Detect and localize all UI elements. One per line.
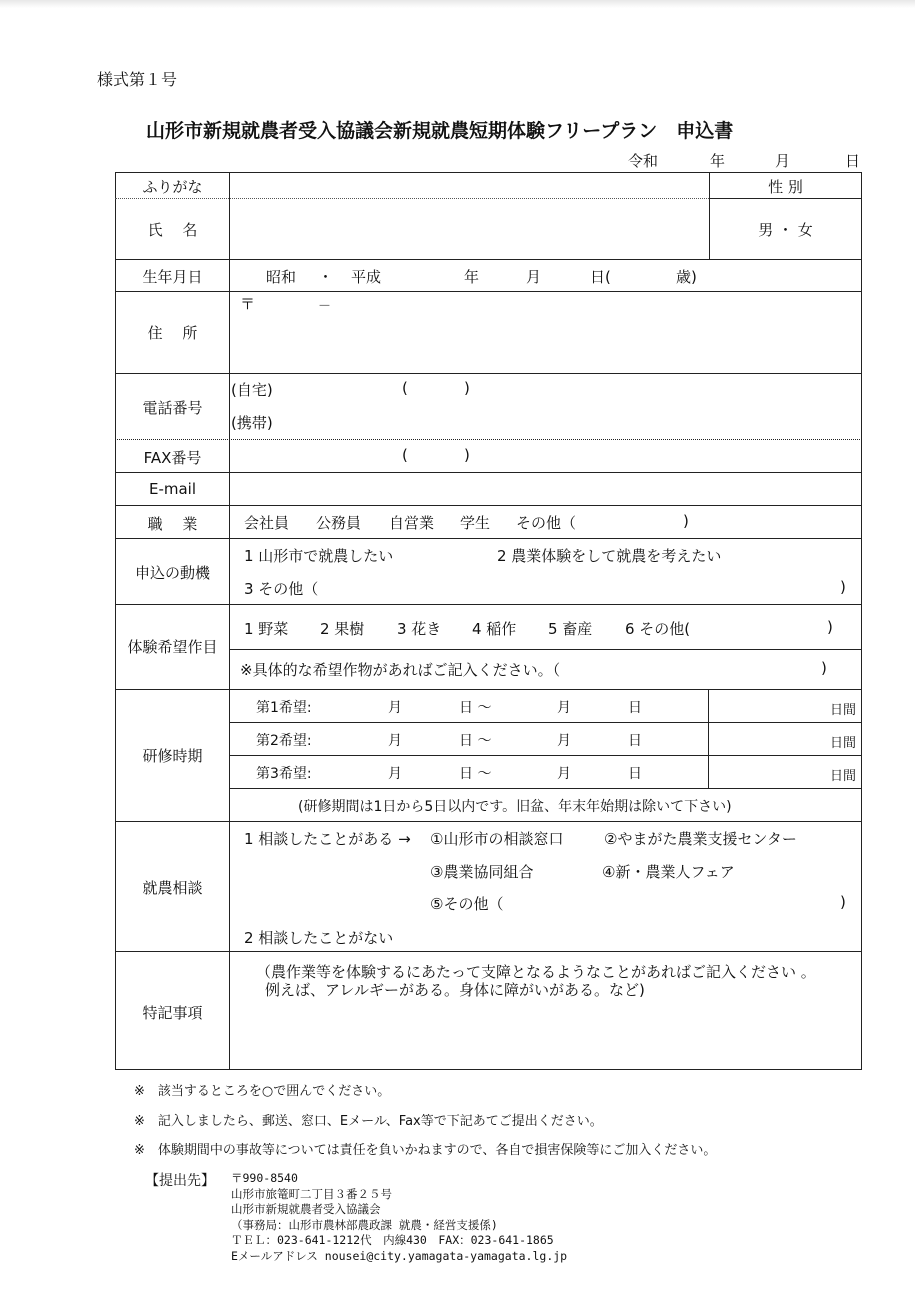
consult-label: 就農相談 [142,879,203,897]
note-circle: ※ 該当するところを○で囲んでください。 [134,1084,391,1099]
period-line-3 [229,788,862,789]
fax-label: FAX番号 [143,449,202,467]
job-option-self-employed[interactable]: 自営業 [389,514,435,532]
period-days: 日間 [830,769,857,784]
phone-paren-open: ( [402,379,408,397]
period-line-1 [229,722,862,723]
motive-other-close: ) [840,578,846,596]
gender-options[interactable]: 男 ・ 女 [758,221,813,239]
consult-option-1[interactable]: 1 相談したことがある → [244,830,411,848]
crops-label: 体験希望作目 [127,638,218,656]
crop-option-vegetables[interactable]: 1 野菜 [244,620,289,638]
birth-era-heisei[interactable]: 平成 [351,268,382,286]
motive-option-1[interactable]: 1 山形市で就農したい [244,547,394,565]
form-title: 山形市新規就農者受入協議会新規就農短期体験フリープラン 申込書 [146,120,734,142]
phone-mobile-label: (携帯) [231,414,273,432]
period-start-day: 日 〜 [459,700,492,716]
date-month: 月 [775,152,791,170]
birth-day: 日( [590,268,611,286]
row-line-consult [115,951,862,952]
birth-year: 年 [464,268,480,286]
furigana-field[interactable] [232,175,706,197]
period-label: 研修時期 [142,747,203,765]
submit-street: 山形市旅篭町二丁目３番２５号 [231,1186,392,1201]
consult-choice-city-office[interactable]: ①山形市の相談窓口 [430,830,564,848]
crop-other-close: ) [827,618,833,636]
period-end-month: 月 [557,733,571,749]
submit-postal: 〒990-8540 [231,1171,298,1185]
period-start-day: 日 〜 [459,733,492,749]
period-choice-name: 第2希望: [256,733,312,749]
period-choice-name: 第1希望: [256,700,312,716]
crops-note-text: ※具体的な希望作物があればご記入ください。（ [240,661,561,679]
crop-option-livestock[interactable]: 5 畜産 [548,620,593,638]
table-top-border [115,172,862,173]
job-option-student[interactable]: 学生 [460,514,491,532]
submit-phone: ＴＥＬ：023-641-1212代 内線430 FAX：023-641-1865 [231,1233,554,1247]
row-line-period [115,821,862,822]
period-start-day: 日 〜 [459,766,492,782]
period-days-divider [708,689,709,788]
job-option-employee[interactable]: 会社員 [244,514,290,532]
date-era: 令和 [628,152,659,170]
date-day: 日 [845,152,861,170]
birth-age: 歳) [676,268,697,286]
period-line-2 [229,755,862,756]
job-other-close: ) [683,512,689,530]
crop-option-rice[interactable]: 4 稲作 [472,620,517,638]
name-field[interactable] [232,201,706,257]
period-days: 日間 [830,703,857,718]
fax-paren-open: ( [402,446,408,464]
period-end-day: 日 [628,766,642,782]
consult-choice-fair[interactable]: ④新・農業人フェア [602,863,735,881]
period-start-month: 月 [388,700,402,716]
period-end-day: 日 [628,733,642,749]
crops-note-close: ) [821,659,827,677]
job-label: 職 業 [147,515,198,533]
job-option-civil-servant[interactable]: 公務員 [316,514,362,532]
phone-home-label: (自宅) [231,381,273,399]
gender-label: 性 別 [768,178,803,196]
row-line-motive [115,604,862,605]
remarks-line-2: 例えば、アレルギーがある。身体に障がいがある。など) [265,981,645,999]
note-insurance: ※ 体験期間中の事故等については責任を負いかねますので、各自で損害保険等にご加入ください。 [134,1143,717,1158]
consult-choice-agri-coop[interactable]: ③農業協同組合 [430,863,534,881]
motive-option-3[interactable]: 3 その他（ [244,580,319,598]
gender-header-divider [709,198,862,199]
crop-option-other[interactable]: 6 その他( [625,620,691,638]
row-line-name [115,259,862,260]
crop-option-fruit[interactable]: 2 果樹 [320,620,365,638]
consult-option-2[interactable]: 2 相談したことがない [244,929,394,947]
name-label: 氏 名 [147,221,198,239]
birth-month: 月 [526,268,542,286]
job-option-other[interactable]: その他（ [516,514,577,532]
row-line-crops [115,689,862,690]
crop-option-flowers[interactable]: 3 花き [397,620,442,638]
consult-choice-other[interactable]: ⑤その他（ [430,895,504,913]
submit-label: 【提出先】 [145,1173,215,1189]
row-line-phone [115,439,862,440]
consult-other-close: ) [840,893,846,911]
birth-era-sep: ・ [318,268,334,286]
note-submit-methods: ※ 記入しましたら、郵送、窓口、Eメール、Fax等で下記あてご提出ください。 [134,1114,603,1129]
period-days: 日間 [830,736,857,751]
row-line-job [115,538,862,539]
date-year: 年 [710,152,726,170]
row-line-fax [115,472,862,473]
period-end-month: 月 [557,766,571,782]
table-right-border [861,172,862,1070]
period-end-month: 月 [557,700,571,716]
crops-inner-line [229,649,862,650]
period-note: (研修期間は1日から5日以内です。旧盆、年末年始期は除いて下さい) [298,799,732,815]
submit-office: （事務局：山形市農林部農政課 就農・経営支援係) [231,1217,498,1232]
remarks-field[interactable] [232,1000,859,1066]
birth-label: 生年月日 [142,268,203,286]
fax-paren-close: ) [464,446,470,464]
scan-edge [0,0,915,8]
submit-address [231,1171,567,1264]
submit-org: 山形市新規就農者受入協議会 [231,1202,381,1216]
form-number: 様式第１号 [97,70,178,89]
row-line-address [115,373,862,374]
period-start-month: 月 [388,733,402,749]
row-line-email [115,505,862,506]
birth-era-showa[interactable]: 昭和 [266,268,297,286]
row-line-birth [115,291,862,292]
phone-label: 電話番号 [142,399,203,417]
submit-email[interactable]: Eメールアドレス nousei@city.yamagata-yamagata.lg.jp [231,1248,568,1263]
postal-dash: － [318,299,332,314]
remarks-label: 特記事項 [142,1004,203,1022]
phone-paren-close: ) [464,379,470,397]
table-left-border [115,172,116,1070]
consult-choice-support-center[interactable]: ②やまがた農業支援センター [604,830,797,848]
motive-option-2[interactable]: 2 農業体験をして就農を考えたい [497,547,722,565]
postal-mark: 〒 [240,295,256,313]
address-label: 住 所 [147,324,198,342]
period-choice-name: 第3希望: [256,766,312,782]
table-bottom-border [115,1069,862,1070]
motive-label: 申込の動機 [134,564,210,582]
label-column-divider [229,172,230,1070]
remarks-line-1: （農作業等を体験するにあたって支障となるようなことがあればご記入ください 。 [256,963,816,981]
email-field[interactable] [232,475,859,503]
period-start-month: 月 [388,766,402,782]
email-label: E-mail [148,480,197,498]
furigana-label: ふりがな [142,178,203,196]
furigana-divider [115,198,709,199]
period-end-day: 日 [628,700,642,716]
